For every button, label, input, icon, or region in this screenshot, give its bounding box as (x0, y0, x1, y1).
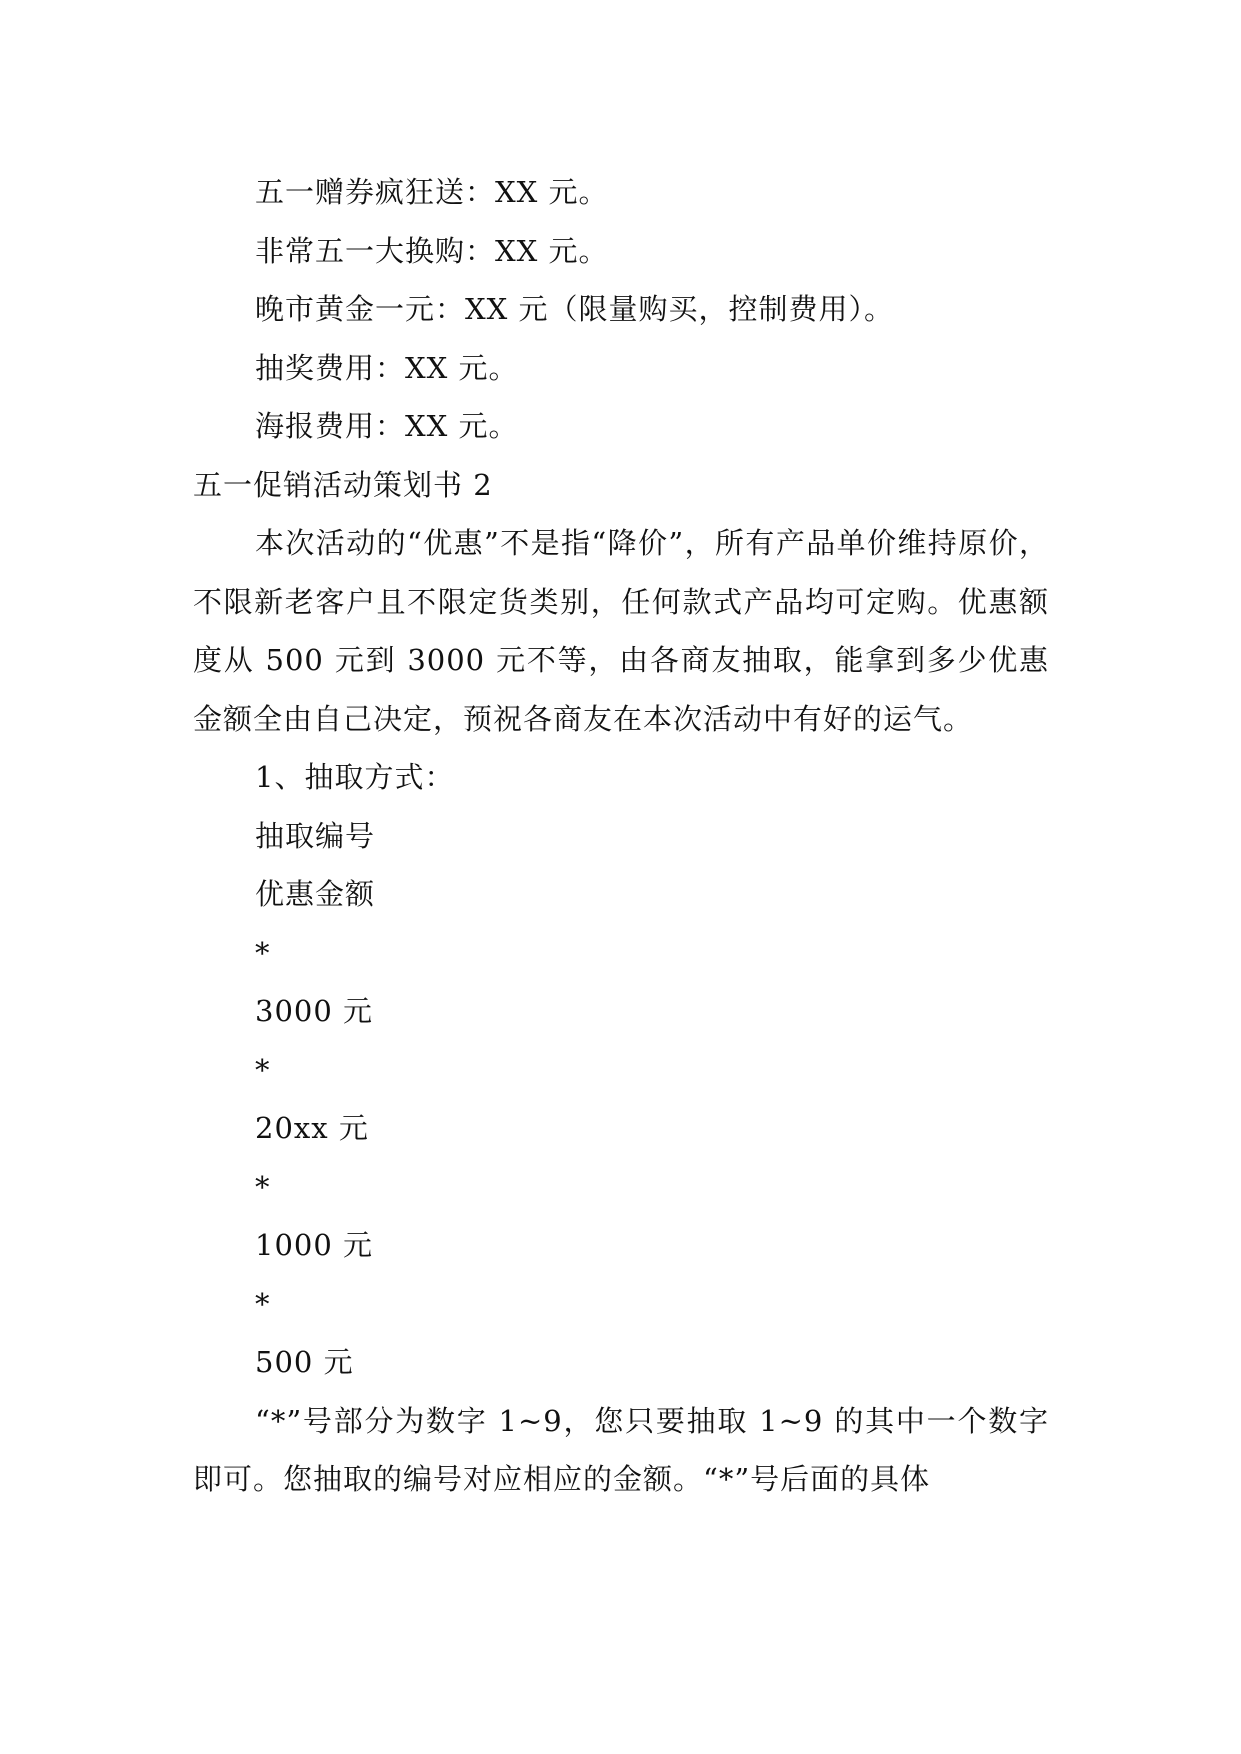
table-header-code: 抽取编号 (255, 818, 376, 853)
cost-item: 海报费用：XX 元。 (255, 409, 519, 443)
prize-code: * (255, 1286, 271, 1321)
table-header-amount: 优惠金额 (255, 877, 376, 911)
prize-amount: 3000 元 (255, 994, 374, 1028)
prize-code: * (255, 935, 271, 970)
section-title: 五一促销活动策划书 2 (193, 467, 493, 502)
note-paragraph: “*”号部分为数字 1~9，您只要抽取 1~9 的其中一个数字即可。您抽取的编号对应相应的金额。“*”号后面的具体 (193, 1403, 1049, 1496)
prize-code: * (255, 1169, 271, 1204)
document-content (193, 163, 1053, 1509)
intro-paragraph: 本次活动的“优惠”不是指“降价”，所有产品单价维持原价，不限新老客户且不限定货类别，任何款式产品均可定购。优惠额度从 500 元到 3000 元不等，由各商友抽取，能拿到多少优惠金额全由自己决定，预祝各商友在本次活动中有好的运气。 (193, 526, 1049, 736)
cost-item: 抽奖费用：XX 元。 (255, 350, 519, 385)
prize-amount: 1000 元 (255, 1228, 374, 1262)
prize-code: * (255, 1052, 271, 1087)
prize-amount: 20xx 元 (255, 1111, 369, 1145)
cost-item: 非常五一大换购：XX 元。 (255, 233, 609, 268)
prize-amount: 500 元 (255, 1345, 354, 1379)
cost-item: 五一赠券疯狂送：XX 元。 (255, 175, 609, 209)
draw-method-title: 1、抽取方式： (255, 760, 455, 794)
cost-item: 晚市黄金一元：XX 元（限量购买，控制费用）。 (255, 292, 895, 326)
